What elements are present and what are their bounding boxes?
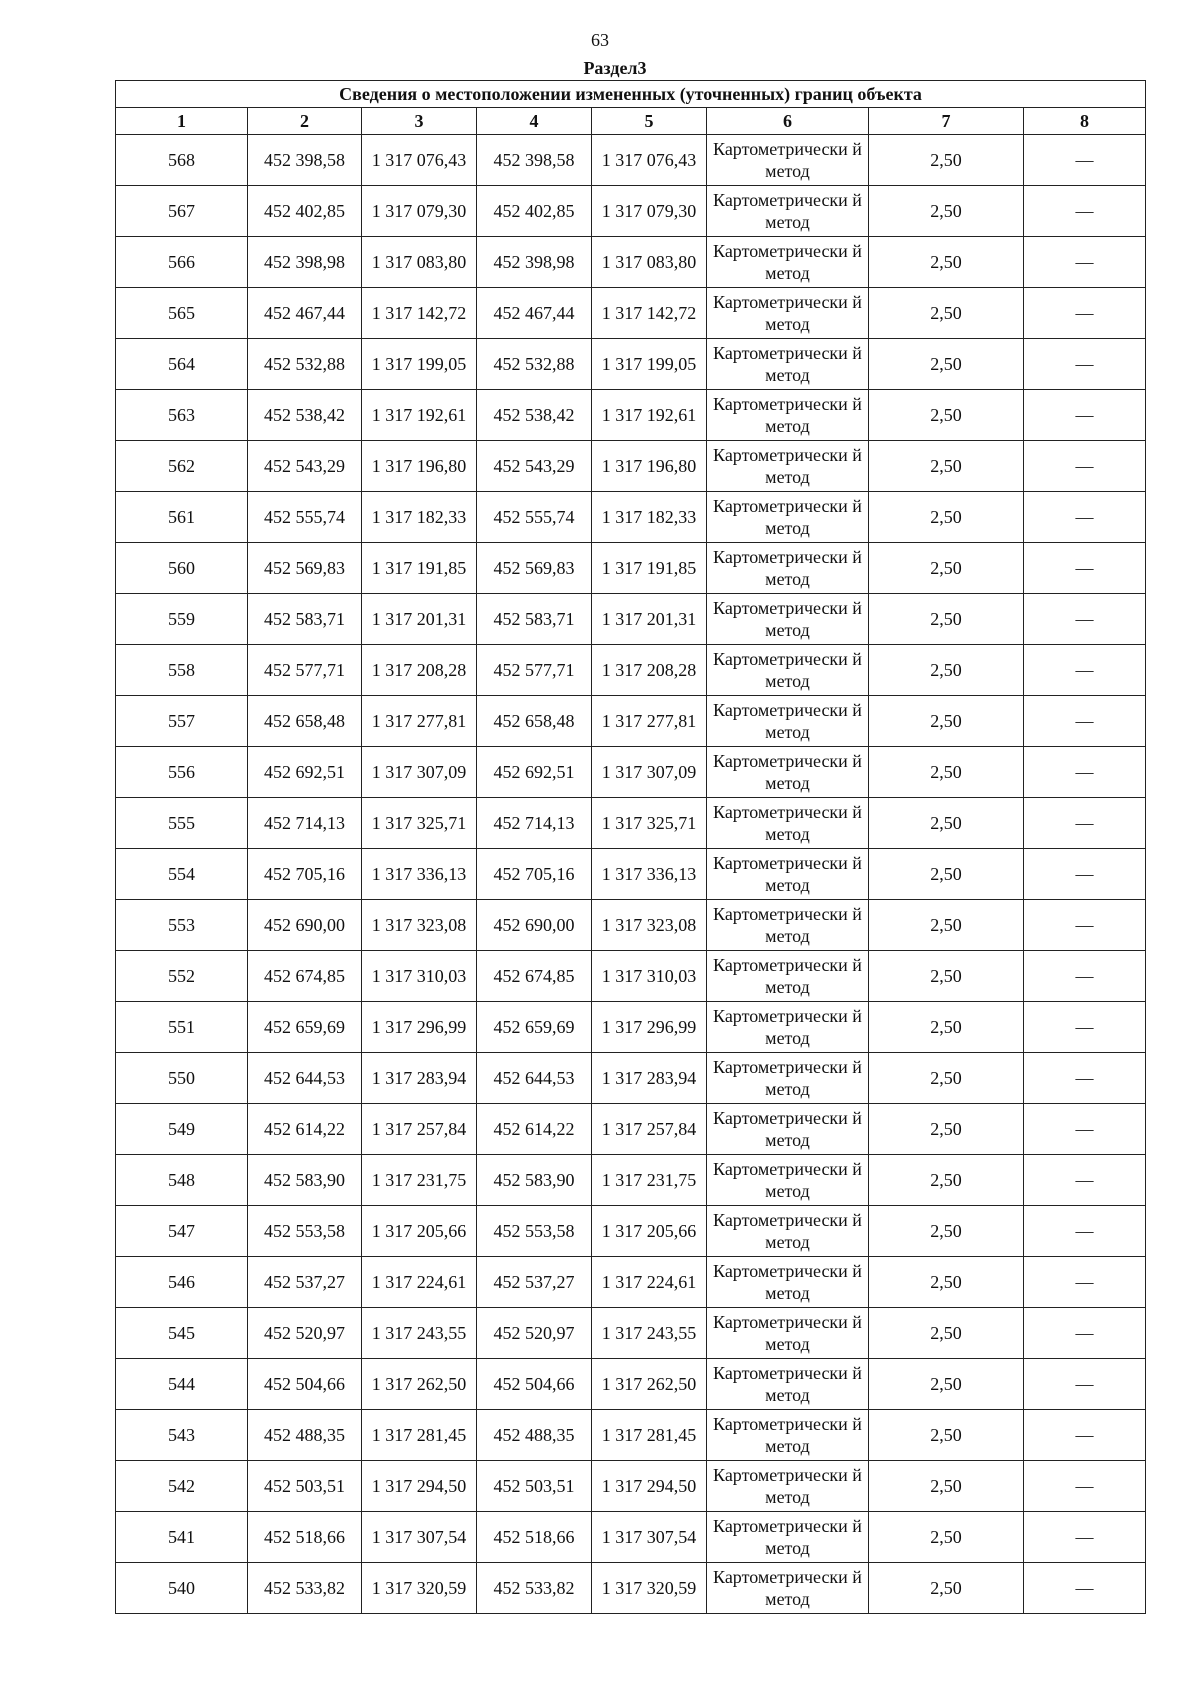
- cell-accuracy: 2,50: [869, 1461, 1024, 1512]
- cell-accuracy: 2,50: [869, 186, 1024, 237]
- cell-note: —: [1024, 1563, 1146, 1614]
- cell-method: Картометрически й метод: [707, 441, 869, 492]
- cell-old-y: 1 317 283,94: [362, 1053, 477, 1104]
- cell-new-y: 1 317 208,28: [592, 645, 707, 696]
- table-row: [116, 543, 1146, 594]
- cell-new-x: 452 532,88: [477, 339, 592, 390]
- cell-new-x: 452 569,83: [477, 543, 592, 594]
- table-row: [116, 1461, 1146, 1512]
- table-body: [116, 135, 1146, 1614]
- cell-note: —: [1024, 441, 1146, 492]
- cell-old-y: 1 317 231,75: [362, 1155, 477, 1206]
- cell-old-x: 452 577,71: [248, 645, 362, 696]
- cell-method: Картометрически й метод: [707, 1155, 869, 1206]
- column-header: 3: [362, 108, 477, 135]
- cell-new-y: 1 317 281,45: [592, 1410, 707, 1461]
- cell-new-x: 452 518,66: [477, 1512, 592, 1563]
- cell-old-y: 1 317 083,80: [362, 237, 477, 288]
- cell-new-y: 1 317 294,50: [592, 1461, 707, 1512]
- cell-old-x: 452 583,71: [248, 594, 362, 645]
- cell-accuracy: 2,50: [869, 747, 1024, 798]
- cell-point-number: 568: [116, 135, 248, 186]
- column-header: 2: [248, 108, 362, 135]
- cell-new-x: 452 714,13: [477, 798, 592, 849]
- cell-new-y: 1 317 205,66: [592, 1206, 707, 1257]
- cell-new-y: 1 317 243,55: [592, 1308, 707, 1359]
- table-row: [116, 747, 1146, 798]
- cell-point-number: 557: [116, 696, 248, 747]
- cell-method: Картометрически й метод: [707, 696, 869, 747]
- cell-new-x: 452 503,51: [477, 1461, 592, 1512]
- cell-new-x: 452 577,71: [477, 645, 592, 696]
- cell-old-y: 1 317 201,31: [362, 594, 477, 645]
- cell-accuracy: 2,50: [869, 135, 1024, 186]
- cell-note: —: [1024, 288, 1146, 339]
- cell-old-x: 452 488,35: [248, 1410, 362, 1461]
- cell-method: Картометрически й метод: [707, 1002, 869, 1053]
- column-header: 7: [869, 108, 1024, 135]
- cell-old-x: 452 398,58: [248, 135, 362, 186]
- cell-note: —: [1024, 645, 1146, 696]
- table-row: [116, 1155, 1146, 1206]
- cell-new-x: 452 674,85: [477, 951, 592, 1002]
- cell-new-y: 1 317 307,54: [592, 1512, 707, 1563]
- cell-new-x: 452 705,16: [477, 849, 592, 900]
- cell-new-x: 452 543,29: [477, 441, 592, 492]
- cell-note: —: [1024, 1053, 1146, 1104]
- cell-old-x: 452 690,00: [248, 900, 362, 951]
- cell-method: Картометрически й метод: [707, 594, 869, 645]
- cell-note: —: [1024, 849, 1146, 900]
- cell-method: Картометрически й метод: [707, 1206, 869, 1257]
- cell-point-number: 546: [116, 1257, 248, 1308]
- cell-accuracy: 2,50: [869, 849, 1024, 900]
- cell-old-x: 452 692,51: [248, 747, 362, 798]
- cell-new-y: 1 317 201,31: [592, 594, 707, 645]
- cell-old-x: 452 659,69: [248, 1002, 362, 1053]
- cell-note: —: [1024, 135, 1146, 186]
- cell-old-x: 452 705,16: [248, 849, 362, 900]
- cell-note: —: [1024, 594, 1146, 645]
- cell-accuracy: 2,50: [869, 1206, 1024, 1257]
- table-row: [116, 951, 1146, 1002]
- cell-note: —: [1024, 1002, 1146, 1053]
- cell-old-y: 1 317 257,84: [362, 1104, 477, 1155]
- cell-new-x: 452 538,42: [477, 390, 592, 441]
- cell-old-x: 452 533,82: [248, 1563, 362, 1614]
- cell-old-x: 452 674,85: [248, 951, 362, 1002]
- cell-new-x: 452 553,58: [477, 1206, 592, 1257]
- cell-old-y: 1 317 296,99: [362, 1002, 477, 1053]
- cell-new-y: 1 317 199,05: [592, 339, 707, 390]
- cell-point-number: 544: [116, 1359, 248, 1410]
- cell-old-y: 1 317 182,33: [362, 492, 477, 543]
- cell-new-x: 452 614,22: [477, 1104, 592, 1155]
- cell-old-y: 1 317 243,55: [362, 1308, 477, 1359]
- cell-accuracy: 2,50: [869, 543, 1024, 594]
- cell-old-y: 1 317 262,50: [362, 1359, 477, 1410]
- cell-point-number: 562: [116, 441, 248, 492]
- cell-new-y: 1 317 142,72: [592, 288, 707, 339]
- cell-point-number: 566: [116, 237, 248, 288]
- cell-accuracy: 2,50: [869, 798, 1024, 849]
- cell-new-x: 452 537,27: [477, 1257, 592, 1308]
- cell-method: Картометрически й метод: [707, 492, 869, 543]
- table-row: [116, 645, 1146, 696]
- cell-new-y: 1 317 323,08: [592, 900, 707, 951]
- cell-old-x: 452 714,13: [248, 798, 362, 849]
- cell-old-y: 1 317 142,72: [362, 288, 477, 339]
- cell-point-number: 559: [116, 594, 248, 645]
- cell-point-number: 555: [116, 798, 248, 849]
- cell-new-y: 1 317 320,59: [592, 1563, 707, 1614]
- table-row: [116, 594, 1146, 645]
- cell-accuracy: 2,50: [869, 1257, 1024, 1308]
- cell-point-number: 543: [116, 1410, 248, 1461]
- cell-old-y: 1 317 320,59: [362, 1563, 477, 1614]
- table-row: [116, 339, 1146, 390]
- cell-method: Картометрически й метод: [707, 237, 869, 288]
- cell-old-y: 1 317 208,28: [362, 645, 477, 696]
- cell-new-x: 452 644,53: [477, 1053, 592, 1104]
- table-row: [116, 798, 1146, 849]
- cell-old-y: 1 317 294,50: [362, 1461, 477, 1512]
- cell-note: —: [1024, 186, 1146, 237]
- cell-old-x: 452 583,90: [248, 1155, 362, 1206]
- cell-point-number: 540: [116, 1563, 248, 1614]
- cell-accuracy: 2,50: [869, 1563, 1024, 1614]
- cell-accuracy: 2,50: [869, 492, 1024, 543]
- cell-old-x: 452 538,42: [248, 390, 362, 441]
- cell-method: Картометрически й метод: [707, 1563, 869, 1614]
- cell-old-x: 452 614,22: [248, 1104, 362, 1155]
- cell-note: —: [1024, 543, 1146, 594]
- cell-old-x: 452 398,98: [248, 237, 362, 288]
- cell-accuracy: 2,50: [869, 1002, 1024, 1053]
- cell-new-y: 1 317 336,13: [592, 849, 707, 900]
- cell-old-y: 1 317 277,81: [362, 696, 477, 747]
- section-title: Раздел3: [583, 58, 647, 78]
- cell-new-y: 1 317 310,03: [592, 951, 707, 1002]
- cell-accuracy: 2,50: [869, 900, 1024, 951]
- cell-method: Картометрически й метод: [707, 135, 869, 186]
- cell-note: —: [1024, 1410, 1146, 1461]
- table-row: [116, 1410, 1146, 1461]
- cell-old-x: 452 402,85: [248, 186, 362, 237]
- cell-point-number: 554: [116, 849, 248, 900]
- cell-new-y: 1 317 224,61: [592, 1257, 707, 1308]
- cell-point-number: 567: [116, 186, 248, 237]
- table-row: [116, 1206, 1146, 1257]
- cell-old-y: 1 317 205,66: [362, 1206, 477, 1257]
- cell-new-y: 1 317 196,80: [592, 441, 707, 492]
- cell-old-y: 1 317 325,71: [362, 798, 477, 849]
- cell-accuracy: 2,50: [869, 288, 1024, 339]
- cell-note: —: [1024, 1461, 1146, 1512]
- cell-new-x: 452 520,97: [477, 1308, 592, 1359]
- cell-method: Картометрически й метод: [707, 1104, 869, 1155]
- column-header: 4: [477, 108, 592, 135]
- cell-point-number: 558: [116, 645, 248, 696]
- table-row: [116, 1359, 1146, 1410]
- cell-old-x: 452 569,83: [248, 543, 362, 594]
- cell-note: —: [1024, 1512, 1146, 1563]
- cell-method: Картометрически й метод: [707, 849, 869, 900]
- cell-note: —: [1024, 951, 1146, 1002]
- cell-accuracy: 2,50: [869, 237, 1024, 288]
- cell-point-number: 553: [116, 900, 248, 951]
- cell-method: Картометрически й метод: [707, 1053, 869, 1104]
- cell-old-y: 1 317 307,09: [362, 747, 477, 798]
- table-row: [116, 390, 1146, 441]
- cell-accuracy: 2,50: [869, 1512, 1024, 1563]
- cell-new-x: 452 692,51: [477, 747, 592, 798]
- cell-new-y: 1 317 277,81: [592, 696, 707, 747]
- cell-accuracy: 2,50: [869, 951, 1024, 1002]
- cell-method: Картометрически й метод: [707, 747, 869, 798]
- table-row: [116, 1512, 1146, 1563]
- cell-method: Картометрически й метод: [707, 1257, 869, 1308]
- cell-point-number: 542: [116, 1461, 248, 1512]
- cell-note: —: [1024, 1155, 1146, 1206]
- cell-point-number: 550: [116, 1053, 248, 1104]
- cell-new-x: 452 504,66: [477, 1359, 592, 1410]
- cell-note: —: [1024, 900, 1146, 951]
- cell-new-y: 1 317 262,50: [592, 1359, 707, 1410]
- cell-accuracy: 2,50: [869, 594, 1024, 645]
- cell-note: —: [1024, 390, 1146, 441]
- cell-old-y: 1 317 307,54: [362, 1512, 477, 1563]
- cell-old-y: 1 317 079,30: [362, 186, 477, 237]
- cell-old-y: 1 317 224,61: [362, 1257, 477, 1308]
- cell-note: —: [1024, 747, 1146, 798]
- cell-accuracy: 2,50: [869, 1104, 1024, 1155]
- cell-note: —: [1024, 798, 1146, 849]
- table-caption-row: [116, 81, 1146, 108]
- cell-point-number: 549: [116, 1104, 248, 1155]
- cell-old-x: 452 467,44: [248, 288, 362, 339]
- cell-new-x: 452 467,44: [477, 288, 592, 339]
- cell-old-y: 1 317 191,85: [362, 543, 477, 594]
- cell-point-number: 552: [116, 951, 248, 1002]
- cell-old-y: 1 317 310,03: [362, 951, 477, 1002]
- table-row: [116, 1257, 1146, 1308]
- cell-old-x: 452 555,74: [248, 492, 362, 543]
- cell-new-x: 452 555,74: [477, 492, 592, 543]
- cell-point-number: 556: [116, 747, 248, 798]
- cell-point-number: 561: [116, 492, 248, 543]
- table-row: [116, 186, 1146, 237]
- cell-method: Картометрически й метод: [707, 288, 869, 339]
- cell-new-x: 452 658,48: [477, 696, 592, 747]
- cell-new-x: 452 533,82: [477, 1563, 592, 1614]
- table-row: [116, 1002, 1146, 1053]
- column-header: 8: [1024, 108, 1146, 135]
- cell-new-y: 1 317 307,09: [592, 747, 707, 798]
- cell-method: Картометрически й метод: [707, 951, 869, 1002]
- cell-old-x: 452 532,88: [248, 339, 362, 390]
- table-row: [116, 237, 1146, 288]
- cell-note: —: [1024, 237, 1146, 288]
- table-row: [116, 1053, 1146, 1104]
- cell-new-x: 452 398,98: [477, 237, 592, 288]
- cell-old-x: 452 503,51: [248, 1461, 362, 1512]
- table-row: [116, 441, 1146, 492]
- cell-note: —: [1024, 1359, 1146, 1410]
- cell-new-x: 452 659,69: [477, 1002, 592, 1053]
- cell-accuracy: 2,50: [869, 645, 1024, 696]
- cell-old-x: 452 520,97: [248, 1308, 362, 1359]
- cell-note: —: [1024, 696, 1146, 747]
- cell-method: Картометрически й метод: [707, 1461, 869, 1512]
- cell-point-number: 560: [116, 543, 248, 594]
- cell-accuracy: 2,50: [869, 1155, 1024, 1206]
- cell-method: Картометрически й метод: [707, 1359, 869, 1410]
- cell-old-x: 452 537,27: [248, 1257, 362, 1308]
- cell-point-number: 565: [116, 288, 248, 339]
- table-row: [116, 288, 1146, 339]
- cell-new-x: 452 583,90: [477, 1155, 592, 1206]
- cell-new-y: 1 317 325,71: [592, 798, 707, 849]
- cell-old-y: 1 317 336,13: [362, 849, 477, 900]
- cell-new-x: 452 402,85: [477, 186, 592, 237]
- table-row: [116, 696, 1146, 747]
- cell-new-y: 1 317 076,43: [592, 135, 707, 186]
- cell-new-y: 1 317 182,33: [592, 492, 707, 543]
- cell-point-number: 564: [116, 339, 248, 390]
- cell-accuracy: 2,50: [869, 1308, 1024, 1359]
- table-row: [116, 135, 1146, 186]
- cell-new-y: 1 317 257,84: [592, 1104, 707, 1155]
- table-row: [116, 492, 1146, 543]
- cell-old-x: 452 658,48: [248, 696, 362, 747]
- cell-note: —: [1024, 1206, 1146, 1257]
- cell-method: Картометрически й метод: [707, 1512, 869, 1563]
- cell-accuracy: 2,50: [869, 1410, 1024, 1461]
- table-caption: Сведения о местоположении измененных (уточненных) границ объекта: [116, 81, 1146, 108]
- cell-old-y: 1 317 196,80: [362, 441, 477, 492]
- cell-method: Картометрически й метод: [707, 390, 869, 441]
- cell-point-number: 563: [116, 390, 248, 441]
- cell-accuracy: 2,50: [869, 1359, 1024, 1410]
- cell-point-number: 545: [116, 1308, 248, 1359]
- cell-accuracy: 2,50: [869, 390, 1024, 441]
- table-row: [116, 849, 1146, 900]
- cell-new-y: 1 317 283,94: [592, 1053, 707, 1104]
- cell-point-number: 541: [116, 1512, 248, 1563]
- cell-old-y: 1 317 323,08: [362, 900, 477, 951]
- table-row: [116, 1308, 1146, 1359]
- cell-new-x: 452 690,00: [477, 900, 592, 951]
- cell-method: Картометрически й метод: [707, 1308, 869, 1359]
- cell-method: Картометрически й метод: [707, 900, 869, 951]
- cell-method: Картометрически й метод: [707, 1410, 869, 1461]
- cell-accuracy: 2,50: [869, 1053, 1024, 1104]
- cell-old-x: 452 543,29: [248, 441, 362, 492]
- boundary-coordinates-table: [115, 80, 1146, 1614]
- column-header: 6: [707, 108, 869, 135]
- cell-point-number: 551: [116, 1002, 248, 1053]
- cell-method: Картометрически й метод: [707, 543, 869, 594]
- cell-new-y: 1 317 296,99: [592, 1002, 707, 1053]
- cell-new-y: 1 317 231,75: [592, 1155, 707, 1206]
- table-row: [116, 1104, 1146, 1155]
- cell-new-y: 1 317 083,80: [592, 237, 707, 288]
- cell-old-x: 452 518,66: [248, 1512, 362, 1563]
- cell-accuracy: 2,50: [869, 339, 1024, 390]
- cell-old-y: 1 317 076,43: [362, 135, 477, 186]
- cell-new-x: 452 488,35: [477, 1410, 592, 1461]
- cell-old-x: 452 553,58: [248, 1206, 362, 1257]
- cell-method: Картометрически й метод: [707, 186, 869, 237]
- cell-old-y: 1 317 281,45: [362, 1410, 477, 1461]
- column-header: 1: [116, 108, 248, 135]
- cell-note: —: [1024, 1308, 1146, 1359]
- cell-old-y: 1 317 192,61: [362, 390, 477, 441]
- cell-new-x: 452 398,58: [477, 135, 592, 186]
- cell-new-y: 1 317 192,61: [592, 390, 707, 441]
- cell-new-x: 452 583,71: [477, 594, 592, 645]
- cell-note: —: [1024, 339, 1146, 390]
- cell-new-y: 1 317 079,30: [592, 186, 707, 237]
- cell-accuracy: 2,50: [869, 441, 1024, 492]
- cell-method: Картометрически й метод: [707, 798, 869, 849]
- table-row: [116, 1563, 1146, 1614]
- table-row: [116, 900, 1146, 951]
- cell-old-x: 452 644,53: [248, 1053, 362, 1104]
- cell-note: —: [1024, 1257, 1146, 1308]
- cell-point-number: 548: [116, 1155, 248, 1206]
- cell-point-number: 547: [116, 1206, 248, 1257]
- cell-new-y: 1 317 191,85: [592, 543, 707, 594]
- cell-method: Картометрически й метод: [707, 645, 869, 696]
- cell-old-x: 452 504,66: [248, 1359, 362, 1410]
- cell-accuracy: 2,50: [869, 696, 1024, 747]
- cell-note: —: [1024, 1104, 1146, 1155]
- column-header: 5: [592, 108, 707, 135]
- table-header-row: [116, 108, 1146, 135]
- cell-old-y: 1 317 199,05: [362, 339, 477, 390]
- cell-note: —: [1024, 492, 1146, 543]
- page-number: 63: [591, 30, 609, 50]
- cell-method: Картометрически й метод: [707, 339, 869, 390]
